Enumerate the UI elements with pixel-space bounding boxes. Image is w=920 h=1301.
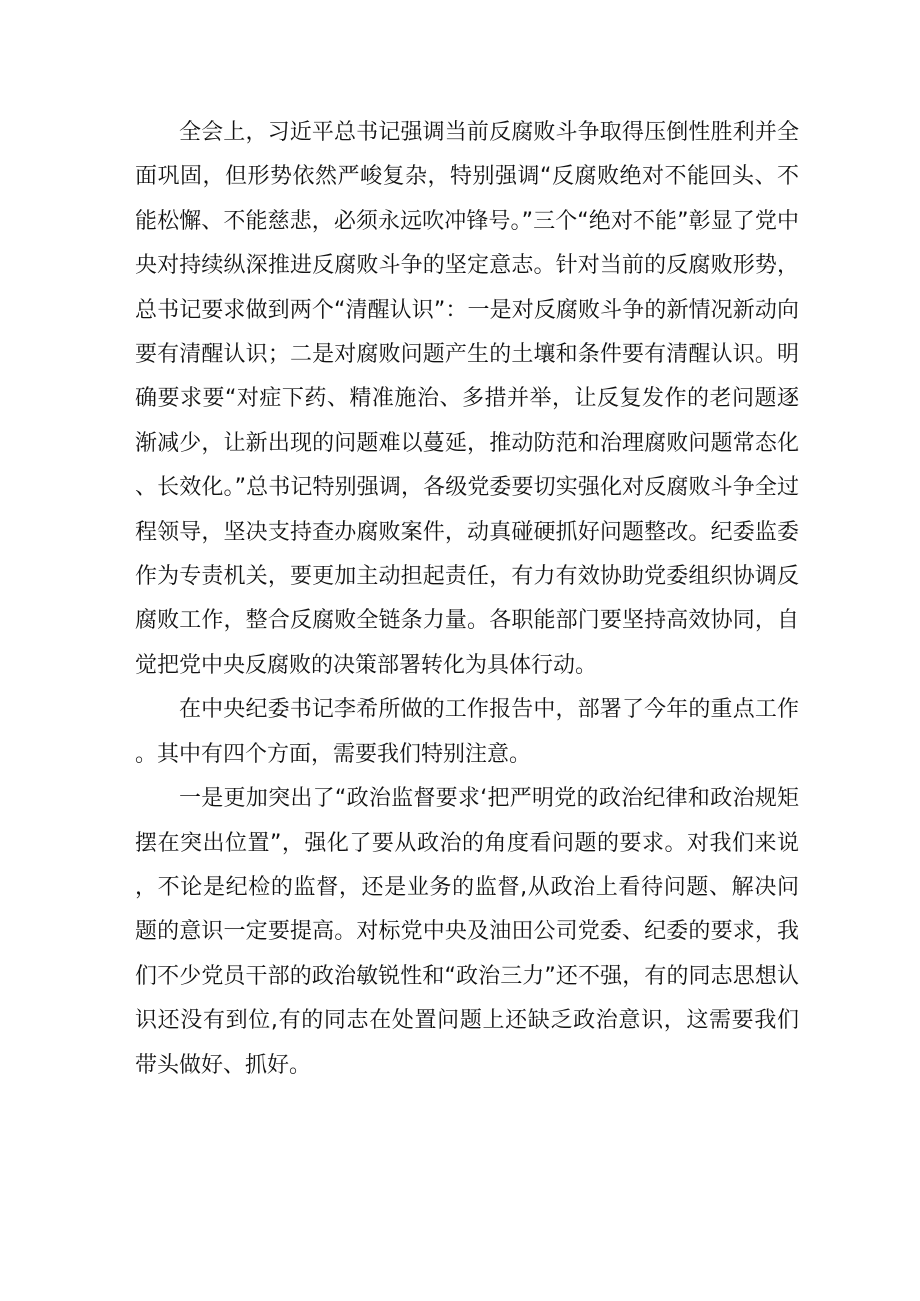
document-body: [135, 111, 799, 1088]
paragraph-3: 一是更加突出了“政治监督要求‘把严明党的政治纪律和政治规矩摆在突出位置”，强化了要从政治的角度看问题的要求。对我们来说，不论是纪检的监督，还是业务的监督,从政治上看待问题、解决问题的意识一定要提高。对标党中央及油田公司党委、纪委的要求，我们不少党员干部的政治敏锐性和“政治三力”还不强，有的同志思想认识还没有到位,有的同志在处置问题上还缺乏政治意识，这需要我们带头做好、抓好。: [135, 786, 799, 1078]
paragraph-2: 在中央纪委书记李希所做的工作报告中，部署了今年的重点工作。其中有四个方面，需要我们特别注意。: [135, 697, 799, 767]
paragraph-1: 全会上，习近平总书记强调当前反腐败斗争取得压倒性胜利并全面巩固，但形势依然严峻复杂，特别强调“反腐败绝对不能回头、不能松懈、不能慈悲，必须永远吹冲锋号。”三个“绝对不能”彰显了党中央对持续纵深推进反腐败斗争的坚定意志。针对当前的反腐败形势，总书记要求做到两个“清醒认识”：一是对反腐败斗争的新情况新动向要有清醒认识；二是对腐败问题产生的土壤和条件要有清醒认识。明确要求要“对症下药、精准施治、多措并举，让反复发作的老问题逐渐减少，让新出现的问题难以蔓延，推动防范和治理腐败问题常态化、长效化。”总书记特别强调，各级党委要切实强化对反腐败斗争全过程领导，坚决支持查办腐败案件，动真碰硬抓好问题整改。纪委监委作为专责机关，要更加主动担起责任，有力有效协助党委组织协调反腐败工作，整合反腐败全链条力量。各职能部门要坚持高效协同，自觉把党中央反腐败的决策部署转化为具体行动。: [135, 120, 799, 678]
